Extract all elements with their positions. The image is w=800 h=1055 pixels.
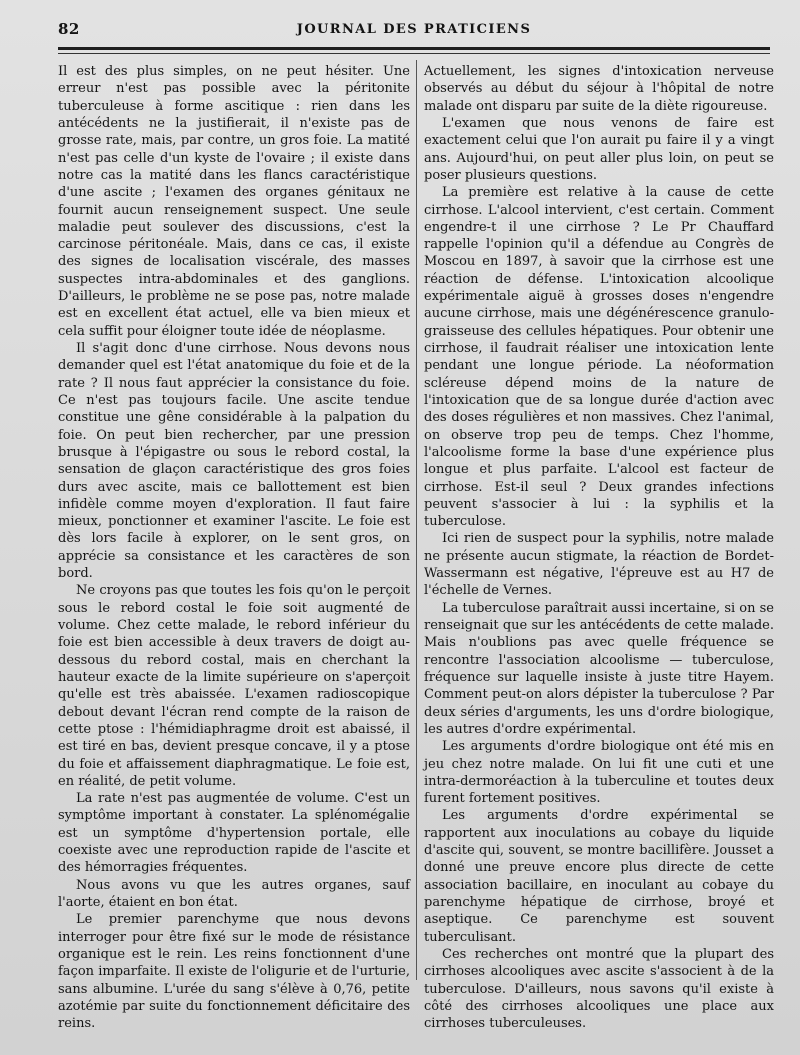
page-header (58, 20, 770, 46)
left-column (58, 63, 410, 1033)
paragraph: Nous avons vu que les autres organes, sauf l'aorte, étaient en bon état. (58, 877, 410, 910)
paragraph: L'examen que nous venons de faire est exactement celui que l'on aurait pu faire il y a vingt ans. Aujourd'hui, on peut aller plus loin, on peut se poser plusieurs questions. (424, 115, 774, 183)
paragraph: Ces recherches ont montré que la plupart des cirrhoses alcooliques avec ascite s'associent à de la tuberculose. D'ailleurs, nous savons qu'il existe à côté des cirrhoses alcooliques une place aux cirrhoses tuberculeuses. (424, 946, 774, 1032)
right-column (424, 63, 774, 1033)
header-rule-thin (58, 53, 770, 54)
paragraph: La tuberculose paraîtrait aussi incertaine, si on se renseignait que sur les antécédents de cette malade. Mais n'oublions pas avec quelle fréquence se rencontre l'association alcoolisme — tuberculose, fréquence sur laquelle insiste à juste titre Hayem. Comment peut-on alors dépister la tuberculose ? Par deux séries d'arguments, les uns d'ordre biologique, les autres d'ordre expérimental. (424, 600, 774, 737)
journal-title: JOURNAL DES PRATICIENS (296, 22, 532, 37)
paragraph: La première est relative à la cause de cette cirrhose. L'alcool intervient, c'est certain. Comment engendre-t il une cirrhose ? Le Pr Chauffard rappelle l'opinion qu'il a défendue au Congrès de Moscou en 1897, à savoir que la cirrhose est une réaction de défense. L'intoxication alcoolique expérimentale aiguë à grosses doses n'engendre aucune cirrhose, mais une dégénérescence granulo-graisseuse des cellules hépatiques. Pour obtenir une cirrhose, il faudrait réaliser une intoxication lente pendant une longue période. La néoformation scléreuse dépend moins de la nature de l'intoxication que de sa longue durée d'action avec des doses régulières et non massives. Chez l'animal, on observe trop peu de temps. Chez l'homme, l'alcoolisme forme la base d'une expérience plus longue et plus parfaite. L'alcool est facteur de cirrhose. Est-il seul ? Deux grandes infections peuvent s'associer à lui : la syphilis et la tuberculose. (424, 185, 774, 530)
header-rule-thick (58, 47, 770, 50)
column-divider (416, 60, 417, 980)
paragraph: Les arguments d'ordre biologique ont été mis en jeu chez notre malade. On lui fit une cuti et une intra-dermoréaction à la tuberculine et toutes deux furent fortement positives. (424, 739, 774, 807)
paragraph: Actuellement, les signes d'intoxication nerveuse observés au début du séjour à l'hôpital de notre malade ont disparu par suite de la diète rigoureuse. (424, 64, 774, 114)
page-number: 82 (58, 20, 80, 38)
paragraph: La rate n'est pas augmentée de volume. C'est un symptôme important à constater. La splénomégalie est un symptôme d'hypertension portale, elle coexiste avec une reproduction rapide de l'ascite et des hémorragies fréquentes. (58, 791, 410, 876)
paragraph: Les arguments d'ordre expérimental se rapportent aux inoculations au cobaye du liquide d'ascite qui, souvent, se montre bacillifère. Jousset a donné une preuve encore plus directe de cette association bacillaire, en inoculant au cobaye du parenchyme hépatique de cirrhose, broyé et aseptique. Ce parenchyme est souvent tuberculisant. (424, 808, 774, 945)
paragraph: Il s'agit donc d'une cirrhose. Nous devons nous demander quel est l'état anatomique du foie et de la rate ? Il nous faut apprécier la consistance du foie. Ce n'est pas toujours facile. Une ascite tendue constitue une gêne considérable à la palpation du foie. On peut bien rechercher, par une pression brusque à l'épigastre ou sous le rebord costal, la sensation de glaçon caractéristique des gros foies durs avec ascite, mais ce ballottement est bien infidèle comme moyen d'exploration. Il faut faire mieux, ponctionner et examiner l'ascite. Le foie est dès lors facile à explorer, on le sent gros, on apprécie sa consistance et les caractères de son bord. (58, 341, 410, 582)
paragraph: Ici rien de suspect pour la syphilis, notre malade ne présente aucun stigmate, la réaction de Bordet-Wassermann est négative, l'épreuve est au H7 de l'échelle de Vernes. (424, 531, 774, 599)
paragraph: Il est des plus simples, on ne peut hésiter. Une erreur n'est pas possible avec la péritonite tuberculeuse à forme ascitique : rien dans les antécédents ne la justifierait, il n'existe pas de grosse rate, mais, par contre, un gros foie. La matité n'est pas celle d'un kyste de l'ovaire ; il existe dans notre cas la matité dans les flancs caractéristique d'une ascite ; l'examen des organes génitaux ne fournit aucun renseignement suspect. Une seule maladie peut soulever des discussions, c'est la carcinose péritonéale. Mais, dans ce cas, il existe des signes de localisation viscérale, des masses suspectes intra-abdominales et des ganglions. D'ailleurs, le problème ne se pose pas, notre malade est en excellent état actuel, elle va bien mieux et cela suffit pour éloigner toute idée de néoplasme. (58, 64, 410, 339)
paragraph: Le premier parenchyme que nous devons interroger pour être fixé sur le mode de résistance organique est le rein. Les reins fonctionnent d'une façon imparfaite. Il existe de l'oligurie et de l'urturie, sans albumine. L'urée du sang s'élève à 0,76, petite azotémie par suite du fonctionnement déficitaire des reins. (58, 912, 410, 1032)
paragraph: Ne croyons pas que toutes les fois qu'on le perçoit sous le rebord costal le foie soit augmenté de volume. Chez cette malade, le rebord inférieur du foie est bien accessible à deux travers de doigt au-dessous du rebord costal, mais en cherchant la hauteur exacte de la limite supérieure on s'aperçoit qu'elle est très abaissée. L'examen radioscopique debout devant l'écran rend compte de la raison de cette ptose : l'hémidiaphragme droit est abaissé, il est tiré en bas, devient presque concave, il y a ptose du foie et affaissement diaphragmatique. Le foie est, en réalité, de petit volume. (58, 583, 410, 789)
